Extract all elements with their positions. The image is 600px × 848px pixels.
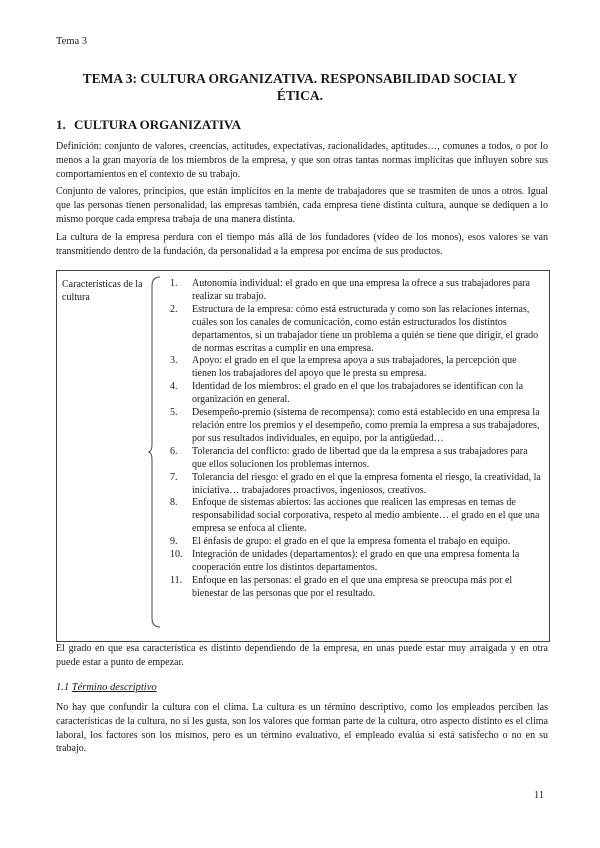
item-number: 7. — [170, 471, 178, 483]
list-item — [170, 549, 542, 575]
item-text: El énfasis de grupo: el grado en el que la empresa fomenta el trabajo en equipo. — [192, 536, 511, 548]
definition-paragraph: Definición: conjunto de valores, creencias, actitudes, expectativas, racionalidades, aptitudes…, comunes a todos, o por lo menos a la gran mayoría de los miembros de la empresa, y que son otras tantas normas implícitas que influyen sobre sus comportamientos en el contexto de su trabajo. — [56, 141, 548, 180]
curly-brace-icon — [148, 276, 162, 628]
subsection-heading — [56, 682, 157, 693]
list-item — [170, 446, 542, 472]
item-text: Tolerancia del conflicto: grado de libertad que da la empresa a sus trabajadores para que ellos solucionen los problemas internos. — [192, 445, 528, 470]
running-header: Tema 3 — [56, 36, 88, 47]
item-text: Apoyo: el grado en el que la empresa apoya a sus trabajadores, la percepción que tienen los trabajadores del apoyo que le presta su empresa. — [192, 355, 517, 380]
list-item — [170, 278, 542, 304]
item-text: Integración de unidades (departamentos): el grado en que una empresa fomenta la cooperación entre los distintos departamentos. — [192, 549, 520, 573]
item-text: Enfoque en las personas: el grado en el que una empresa se preocupa más por el bienestar de las personas que por el resultado. — [192, 574, 513, 599]
item-number: 6. — [170, 445, 178, 457]
document-title: TEMA 3: CULTURA ORGANIZATIVA. RESPONSABILIDAD SOCIAL Y ÉTICA. — [82, 71, 518, 103]
item-number: 8. — [170, 497, 178, 509]
item-text: Tolerancia del riesgo: el grado en el que la empresa fomenta el riesgo, la creatividad, la iniciativa… trabajadores proactivos, ingeniosos, creativos. — [192, 471, 541, 496]
item-text: Enfoque de sistemas abiertos: las acciones que realicen las empresas en temas de responsabilidad social corporativa, respeto al medio ambiente… el grado en el que una empresa se enfoca al cliente. — [192, 497, 540, 535]
characteristics-label: Características de la cultura — [62, 279, 143, 303]
item-text: Identidad de los miembros: el grado en el que los trabajadores se identifican con la organización en general. — [192, 381, 524, 406]
section-number: 1. — [56, 117, 66, 132]
characteristics-list — [170, 278, 542, 601]
item-text: Desempeño-premio (sistema de recompensa): como está establecido en una empresa la relación entre los premios y el desempeño, como premia la empresa a sus trabajadores, por sus resultados individuales, en equipo, por la antigüedad… — [192, 407, 540, 444]
descriptive-term-paragraph: No hay que confundir la cultura con el clima. La cultura es un término descriptivo, como los empleados perciben las características de la cultura, no si les gusta, son los valores que forman parte de la cultura, otro aspecto distinto es el clima laboral, los factores son los mismos, pero es un término evaluativo, el empleado evalúa si está satisfecho o no en su trabajo. — [56, 702, 548, 755]
founders-paragraph: La cultura de la empresa perdura con el tiempo más allá de los fundadores (vídeo de los monos), esos valores se van transmitiendo dentro de la fundación, da personalidad a la empresa por encima de sus productos. — [56, 232, 548, 257]
item-number: 9. — [170, 536, 178, 548]
subsection-title: Término descriptivo — [71, 682, 157, 693]
list-item — [170, 381, 542, 407]
item-number: 2. — [170, 303, 178, 315]
values-paragraph: Conjunto de valores, principios, que están implícitos en la mente de trabajadores que se trasmiten de unos a otros. Igual que las personas tienen personalidad, las empresas también, cada empresa tiene distinta cultura, aunque se dediquen a lo mismo porque cada empresa trabaja de una manera distinta. — [56, 186, 548, 225]
item-text: Estructura de la empresa: cómo está estructurada y como son las relaciones internas, cuáles son los canales de comunicación, como están estructurados los distintos departamentos, si un trabajador tiene un problema a quién se tiene que dirigir, el grado de normas escritas a cumplir en una empresa. — [192, 303, 539, 354]
item-number: 3. — [170, 355, 178, 367]
list-item — [170, 575, 542, 601]
item-number: 4. — [170, 381, 178, 393]
list-item — [170, 407, 542, 446]
item-number: 10. — [170, 549, 183, 561]
item-number: 11. — [170, 574, 183, 586]
list-item — [170, 304, 542, 356]
item-number: 5. — [170, 407, 178, 419]
subsection-number: 1.1 — [56, 682, 70, 693]
page-number: 11 — [534, 790, 545, 801]
list-item — [170, 355, 542, 381]
degree-paragraph: El grado en que esa característica es distinto dependiendo de la empresa, en unas puede estar muy arraigada y en otra puede estar a punto de empezar. — [56, 643, 548, 668]
item-text: Autonomía individual: el grado en que una empresa la ofrece a sus trabajadores para realizar su trabajo. — [192, 278, 530, 302]
section-heading — [56, 117, 241, 133]
section-title: CULTURA ORGANIZATIVA — [74, 117, 241, 132]
list-item — [170, 536, 542, 549]
list-item — [170, 497, 542, 536]
item-number: 1. — [170, 278, 178, 289]
list-item — [170, 472, 542, 498]
